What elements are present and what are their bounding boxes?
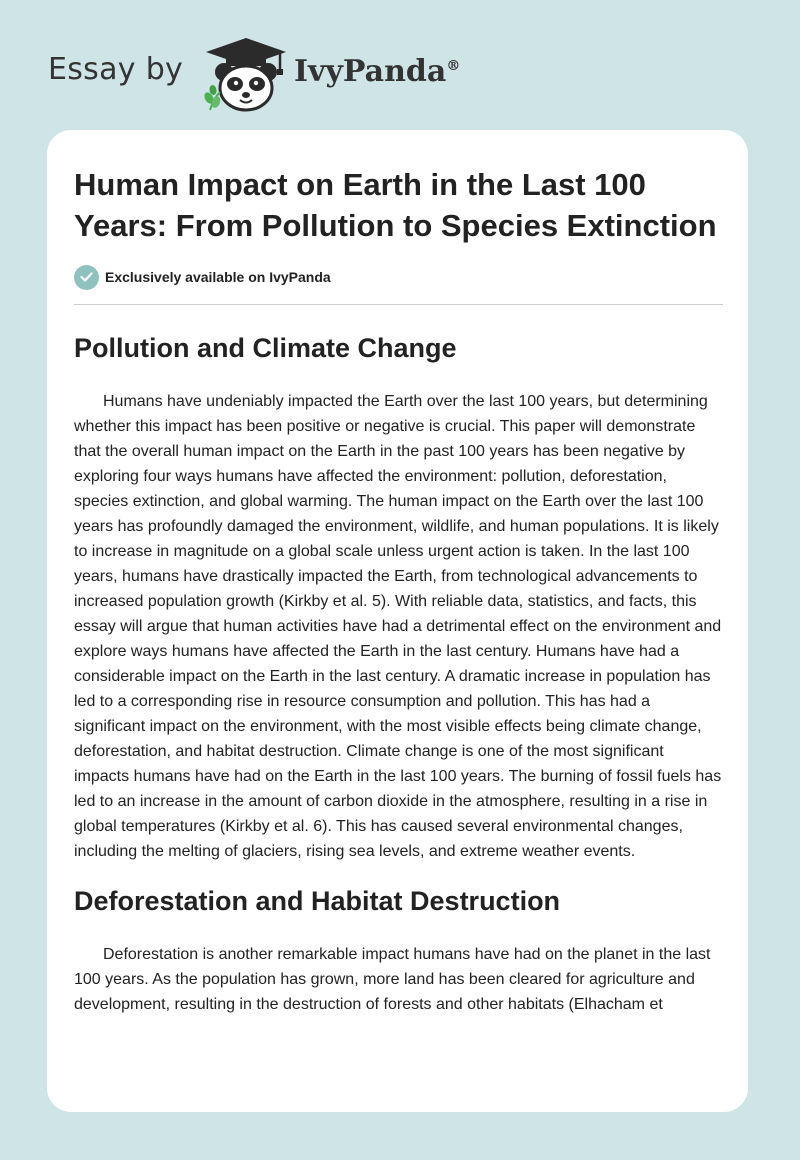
checkmark-icon: [80, 272, 93, 282]
essay-by-label: Essay by: [48, 52, 184, 87]
essay-card: [47, 130, 748, 1112]
section-paragraph-deforestation: Deforestation is another remarkable impact humans have had on the planet in the last 100 years. As the population has grown, more land has been cleared for agriculture and development, resulting in the destruction of forests and other habitats (Elhacham et: [74, 946, 711, 1013]
brand-name-text: IvyPanda: [294, 54, 447, 89]
title-divider: [74, 304, 723, 305]
check-circle-icon: [74, 265, 99, 290]
panda-graduate-icon[interactable]: [200, 36, 292, 112]
section-heading-deforestation: Deforestation and Habitat Destruction: [74, 886, 561, 916]
registered-mark: ®: [446, 58, 461, 74]
section-paragraph-pollution: Humans have undeniably impacted the Earth over the last 100 years, but determining whether this impact has been positive or negative is crucial. This paper will demonstrate that the overall human impact on the Earth in the past 100 years has been negative by exploring four ways humans have affected the environment: pollution, deforestation, species extinction, and global warming. The human impact on the Earth over the last 100 years has profoundly damaged the environment, wildlife, and human populations. It is likely to increase in magnitude on a global scale unless urgent action is taken. In the last 100 years, humans have drastically impacted the Earth, from technological advancements to increased population growth (Kirkby et al. 5). With reliable data, statistics, and facts, this essay will argue that human activities have had a detrimental effect on the environment and explore ways humans have affected the Earth in the last century. Humans have had a considerable impact on the Earth in the last century. A dramatic increase in population has led to a corresponding rise in resource consumption and pollution. This has had a significant impact on the environment, with the most visible effects being climate change, deforestation, and habitat destruction. Climate change is one of the most significant impacts humans have had on the Earth in the last 100 years. The burning of fossil fuels has led to an increase in the amount of carbon dioxide in the atmosphere, resulting in a rise in global temperatures (Kirkby et al. 6). This has caused several environmental changes, including the melting of glaciers, rising sea levels, and extreme weather events.: [74, 393, 722, 860]
brand-name[interactable]: [294, 54, 460, 89]
essay-content: [74, 164, 723, 1017]
section-heading-pollution: Pollution and Climate Change: [74, 333, 457, 363]
exclusive-badge: [74, 264, 723, 290]
essay-title: Human Impact on Earth in the Last 100 Years: From Pollution to Species Extinction: [74, 167, 717, 243]
site-header: [0, 0, 800, 120]
badge-label: Exclusively available on IvyPanda: [105, 269, 331, 285]
